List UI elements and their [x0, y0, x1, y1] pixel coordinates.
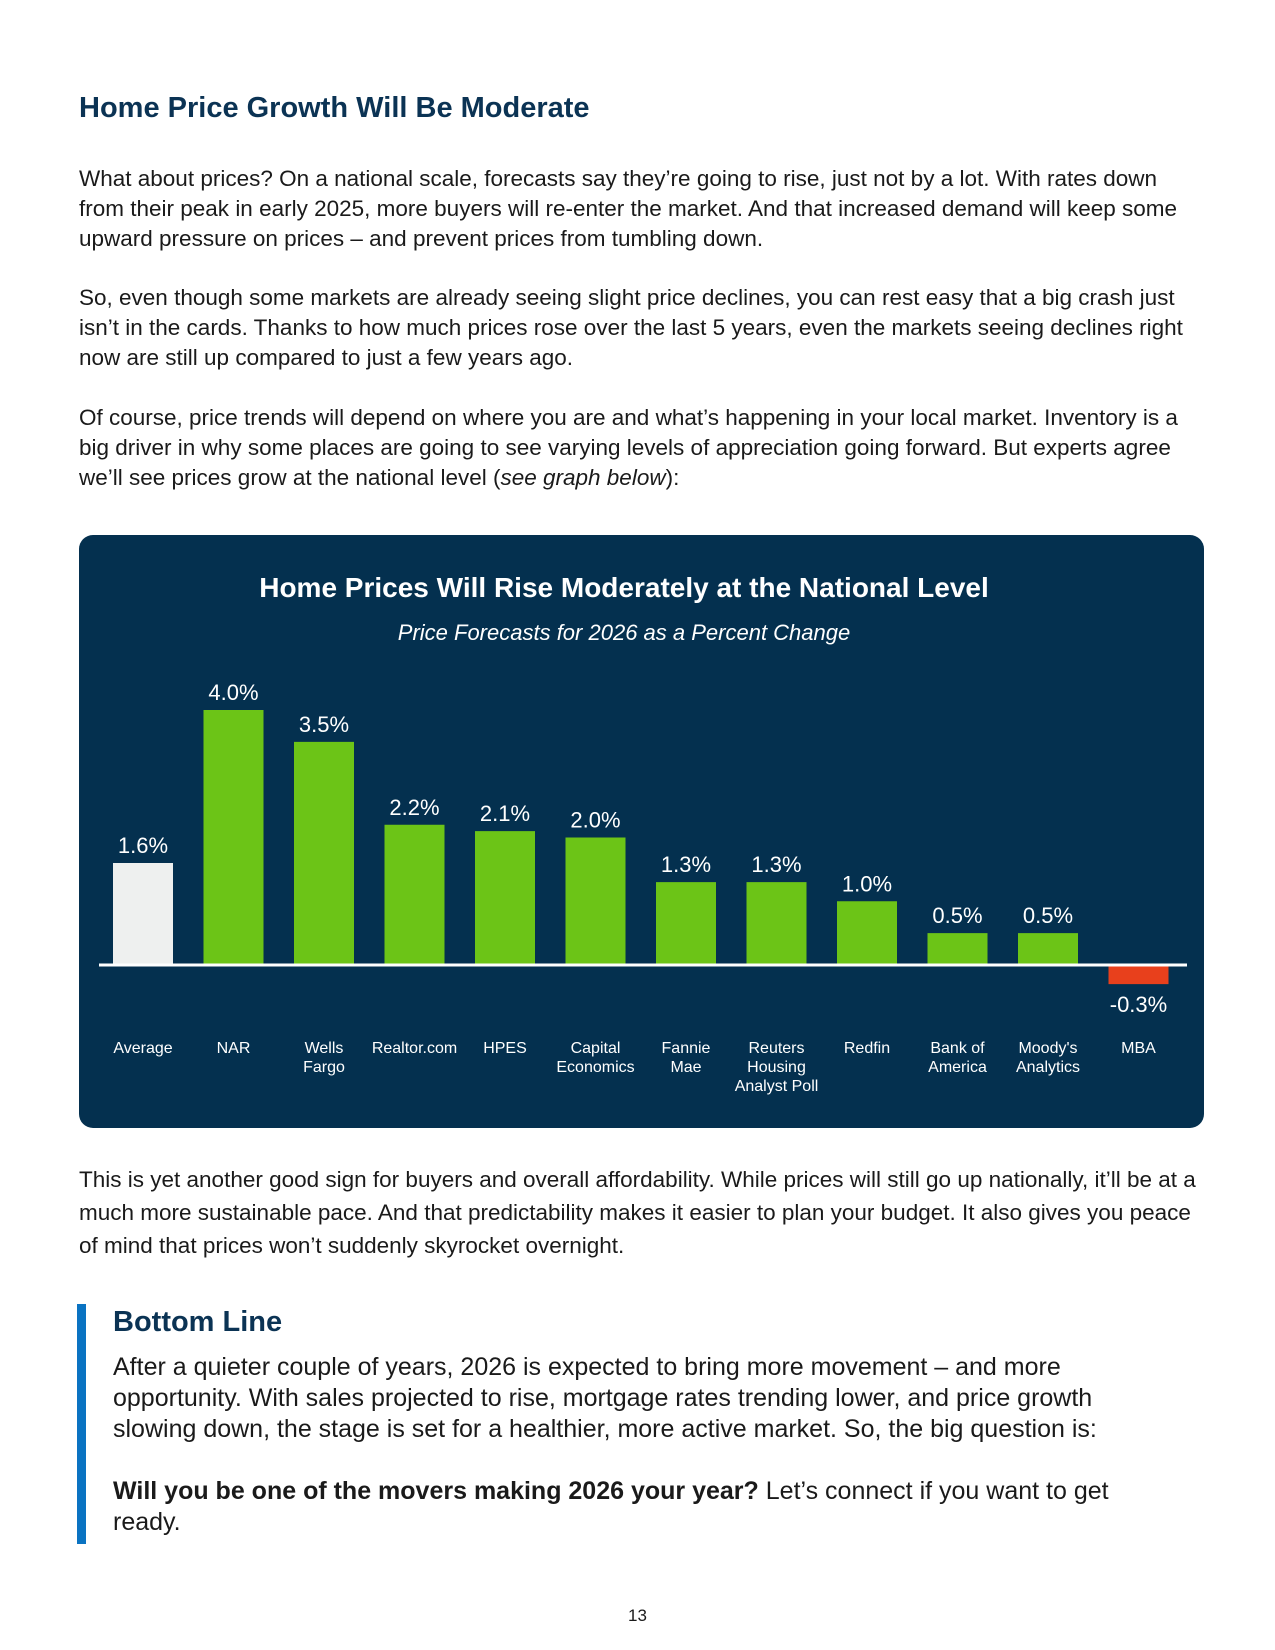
bar-1 [204, 710, 264, 965]
bottom-line-cta-question: Will you be one of the movers making 2026 your year? [113, 1477, 759, 1505]
page-number: 13 [628, 1606, 647, 1625]
see-graph-note: see graph below [500, 465, 666, 490]
bar-3 [385, 825, 445, 965]
paragraph-local-trends [79, 403, 1204, 493]
category-label-8 [844, 1040, 890, 1057]
category-label-line: Redfin [843, 1040, 891, 1057]
paragraph-local-trends-end: ): [665, 465, 680, 490]
data-label-1: 4.0% [208, 680, 259, 705]
data-label-0: 1.6% [117, 833, 169, 858]
category-label-line: Analytics [1015, 1059, 1081, 1076]
chart-canvas [79, 535, 1204, 1128]
category-label-line: Wells [304, 1040, 344, 1057]
category-label-line: Average [113, 1040, 173, 1057]
bottom-line-cta [113, 1476, 1133, 1538]
data-label-6: 1.3% [660, 852, 712, 878]
chart-title: Home Prices Will Rise Moderately at the National Level [259, 572, 989, 603]
category-label-6 [662, 1040, 711, 1076]
data-label-10: 0.5% [1022, 903, 1074, 929]
category-label-line: Economics [556, 1059, 635, 1076]
bar-7 [747, 882, 807, 965]
category-label-5 [556, 1040, 634, 1076]
category-label-line: Bank of [930, 1040, 985, 1057]
category-label-3 [372, 1040, 457, 1057]
paragraph-prices: What about prices? On a national scale, forecasts say they’re going to rise, just not by a lot. With rates down from their peak in early 2025, more buyers will re-enter the market. And that increased demand will keep some upward pressure on prices – and prevent prices from tumbling down. [79, 166, 1178, 251]
bar-4 [475, 831, 535, 965]
category-label-9 [928, 1040, 987, 1076]
category-label-4 [483, 1040, 527, 1057]
bar-11 [1109, 965, 1169, 984]
section-title: Home Price Growth Will Be Moderate [79, 92, 590, 124]
chart-subtitle: Price Forecasts for 2026 as a Percent Change [397, 620, 851, 645]
paragraph-no-crash: So, even though some markets are already seeing slight price declines, you can rest easy that a big crash just isn’t in the cards. Thanks to how much prices rose over the last 5 years, even the markets seeing declines right now are still up compared to just a few years ago. [79, 285, 1183, 370]
category-label-0 [113, 1040, 172, 1057]
category-label-10 [1016, 1040, 1080, 1076]
paragraph-local-trends-text: Of course, price trends will depend on where you are and what’s happening in your local market. Inventory is a big driver in why some places are going to see varying levels of appreciation going forward. But experts agree we’ll see prices grow at the national level ( [79, 405, 1178, 490]
category-label-line: HPES [483, 1040, 527, 1057]
bar-0 [113, 863, 173, 965]
paragraph-affordability: This is yet another good sign for buyers and overall affordability. While prices will still go up nationally, it’ll be at a much more sustainable pace. And that predictability makes it easier to plan your budget. It also gives you peace of mind that prices won’t suddenly skyrocket overnight. [79, 1167, 1196, 1258]
category-label-line: Realtor.com [371, 1040, 458, 1057]
data-label-9: 0.5% [932, 903, 983, 929]
category-label-line: NAR [216, 1040, 251, 1057]
bar-10 [1018, 933, 1078, 965]
bottom-line-text: After a quieter couple of years, 2026 is expected to bring more movement – and more opportunity. With sales projected to rise, mortgage rates trending lower, and price growth slowing down, the stage is set for a healthier, more active market. So, the big question is: [113, 1353, 1097, 1443]
category-label-line: Moody's [1018, 1040, 1078, 1057]
category-label-line: America [928, 1059, 987, 1076]
category-label-11 [1121, 1040, 1156, 1057]
category-label-line: MBA [1121, 1040, 1156, 1057]
category-label-line: Housing [747, 1059, 806, 1076]
price-forecast-chart [79, 535, 1204, 1128]
data-label-4: 2.1% [479, 801, 531, 827]
category-label-line: Analyst Poll [734, 1078, 819, 1095]
bottom-line-callout [77, 1304, 1204, 1544]
category-label-7 [735, 1040, 819, 1095]
data-label-3: 2.2% [389, 794, 440, 820]
category-label-line: Mae [670, 1059, 702, 1076]
bar-9 [928, 933, 988, 965]
bar-8 [837, 901, 897, 965]
category-label-line: Fargo [303, 1059, 345, 1076]
bar-2 [294, 742, 354, 965]
bar-6 [656, 882, 716, 965]
category-label-line: Reuters [748, 1040, 805, 1057]
category-label-line: Fannie [661, 1040, 711, 1057]
bar-5 [566, 838, 626, 966]
data-label-8: 1.0% [841, 871, 893, 897]
category-label-2 [303, 1040, 345, 1076]
data-label-2: 3.5% [298, 711, 350, 737]
data-label-5: 2.0% [570, 807, 621, 833]
data-label-11: -0.3% [1109, 992, 1168, 1018]
category-label-line: Capital [570, 1040, 621, 1057]
bottom-line-heading: Bottom Line [113, 1306, 283, 1338]
bottom-line-cta-rest: Let’s connect if you want to get ready. [113, 1477, 1109, 1536]
data-label-7: 1.3% [751, 852, 802, 878]
category-label-1 [217, 1040, 251, 1057]
